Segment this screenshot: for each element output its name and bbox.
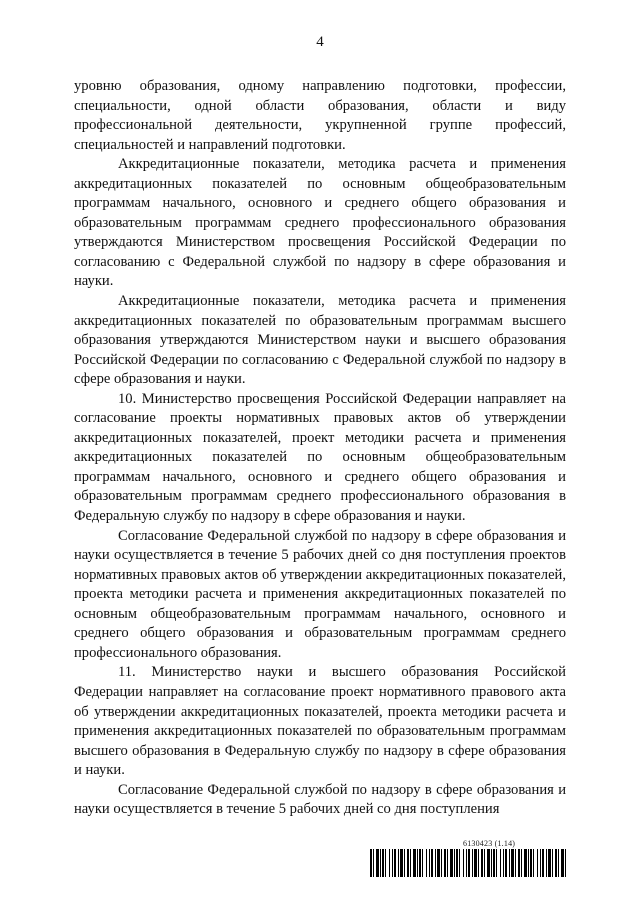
- paragraph-6: 11. Министерство науки и высшего образования Российской Федерации направляет на согласование проект нормативного правового акта об утверждении аккредитационных показателей, проекта методики расчета и применения аккредитационных показателей по образовательным программам высшего образования в Федеральную службу по надзору в сфере образования и науки.: [74, 664, 566, 779]
- paragraph-1: уровню образования, одному направлению подготовки, профессии, специальности, одной области образования, области и виду профессиональной деятельности, укрупненной группе профессий, специальностей и направлений подготовки.: [74, 78, 566, 153]
- paragraph-7: Согласование Федеральной службой по надзору в сфере образования и науки осуществляется в течение 5 рабочих дней со дня поступления: [74, 781, 566, 818]
- barcode-icon: [370, 849, 568, 877]
- paragraph-3: Аккредитационные показатели, методика расчета и применения аккредитационных показателей по образовательным программам высшего образования утверждаются Министерством науки и высшего образования Российской Федерации по согласованию с Федеральной службой по надзору в сфере образования и науки.: [74, 293, 566, 388]
- page-number: 4: [316, 34, 324, 50]
- document-body: [74, 77, 566, 820]
- barcode-label: 6130423 (1.14): [463, 839, 516, 848]
- paragraph-2: Аккредитационные показатели, методика расчета и применения аккредитационных показателей по основным общеобразовательным программам начального, основного и среднего общего образования и образовательным программам среднего профессионального образования утверждаются Министерством просвещения Российской Федерации по согласованию с Федеральной службой по надзору в сфере образования и науки.: [74, 156, 566, 290]
- paragraph-5: Согласование Федеральной службой по надзору в сфере образования и науки осуществляется в течение 5 рабочих дней со дня поступления проектов нормативных правовых актов об утверждении аккредитационных показателей, проекта методики расчета и применения аккредитационных показателей по основным общеобразовательным программам начального, основного и среднего общего образования и образовательным программам среднего профессионального образования.: [74, 527, 566, 661]
- paragraph-4: 10. Министерство просвещения Российской Федерации направляет на согласование проекты нормативных правовых актов об утверждении аккредитационных показателей, проект методики расчета и применения аккредитационных показателей по основным общеобразовательным программам начального, основного и среднего общего образования и образовательным программам среднего профессионального образования в Федеральную службу по надзору в сфере образования и науки.: [74, 390, 566, 525]
